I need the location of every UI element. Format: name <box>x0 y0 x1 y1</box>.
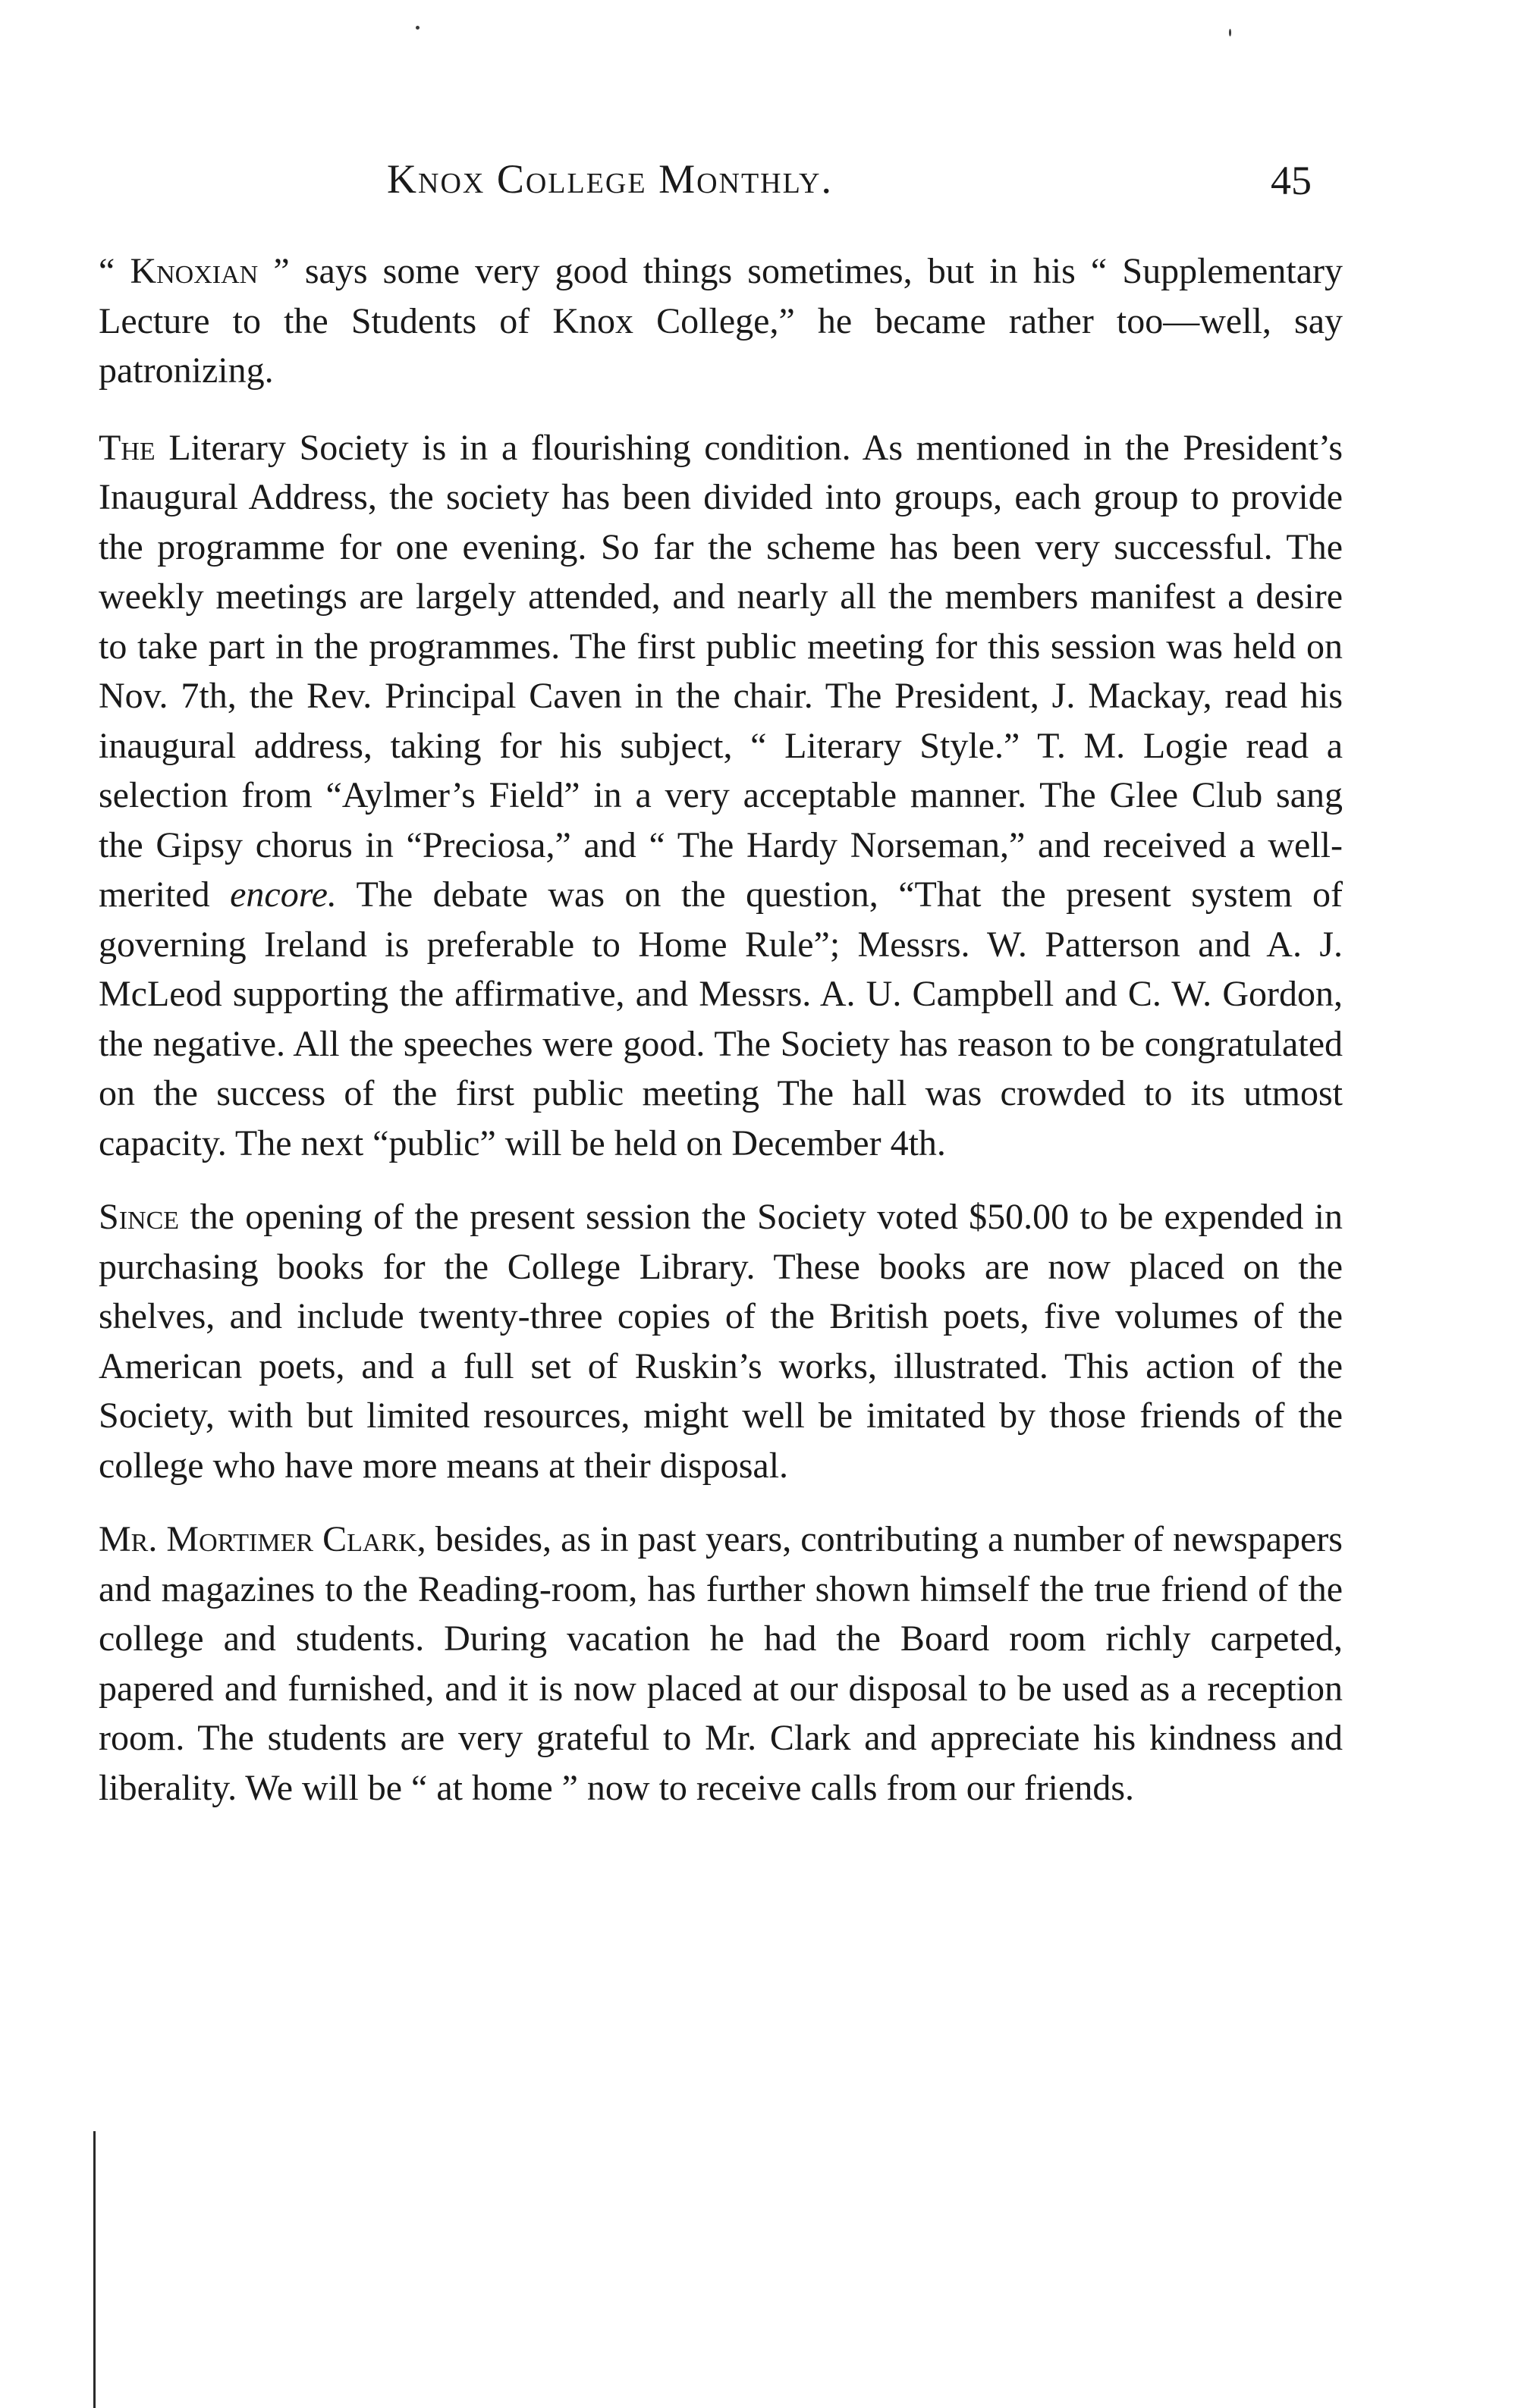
paragraph-library-books <box>99 1192 1343 1490</box>
paragraph-knoxian <box>99 246 1343 396</box>
scan-speck <box>1229 29 1231 36</box>
page-header <box>99 155 1343 209</box>
scan-speck <box>416 26 420 30</box>
paragraph-text: Literary Society is in a flourishing condition. As mentioned in the President’s Inaugural Address, the society has been divided into groups, each group to provide the programme for one evening. So far the scheme has been very successful. The weekly meetings are largely attended, and nearly all the members manifest a desire to take part in the programmes. The first public meeting for this session was held on Nov. 7th, the Rev. Principal Caven in the chair. The President, J. Mackay, read his inaugural address, taking for his subject, “ Literary Style.” T. M. Logie read a selection from “Aylmer’s Field” in a very acceptable manner. The Glee Club sang the Gipsy chorus in “Preciosa,” and “ The Hardy Norseman,” and received a well-merited <box>99 427 1343 915</box>
paragraph-mortimer-clark <box>99 1515 1343 1813</box>
paragraph-text: says some very good things sometimes, but in his “ Supplementary Lecture to the Students of Knox College,” he became rather too—well, say patronizing. <box>99 251 1343 391</box>
page-number: 45 <box>1271 158 1312 203</box>
paragraph-lead: “ Knoxian ” <box>99 251 290 291</box>
paragraph-italic: encore. <box>230 874 337 915</box>
paragraph-lead: Mr. Mortimer Clark, <box>99 1519 426 1559</box>
paragraph-lead: Since <box>99 1197 180 1237</box>
margin-rule <box>93 2131 96 2408</box>
article-body <box>99 246 1343 1837</box>
paragraph-text: besides, as in past years, contributing a number of newspapers and magazines to the Reading-room, has further shown himself the true friend of the college and students. During vacation he had the Board room richly carpeted, papered and furnished, and it is now placed at our disposal to be used as a reception room. The students are very grateful to Mr. Clark and appreciate his kindness and liberality. We will be “ at home ” now to receive calls from our friends. <box>99 1519 1343 1808</box>
paragraph-text: the opening of the present session the Society voted $50.00 to be expended in purchasing books for the College Library. These books are now placed on the shelves, and include twenty-three copies of the British poets, five volumes of the American poets, and a full set of Ruskin’s works, illustrated. This action of the Society, with but limited resources, might well be imitated by those friends of the college who have more means at their disposal. <box>99 1197 1343 1486</box>
running-head: Knox College Monthly. <box>387 156 833 202</box>
paragraph-lead: The <box>99 427 156 468</box>
paragraph-text-after: The debate was on the question, “That the present system of governing Ireland is preferable to Home Rule”; Messrs. W. Patterson and A. J. McLeod supporting the affirmative, and Messrs. A. U. Campbell and C. W. Gordon, the negative. All the speeches were good. The Society has reason to be congratulated on the success of the first public meeting The hall was crowded to its utmost capacity. The next “public” will be held on December 4th. <box>99 874 1343 1163</box>
paragraph-literary-society <box>99 423 1343 1169</box>
